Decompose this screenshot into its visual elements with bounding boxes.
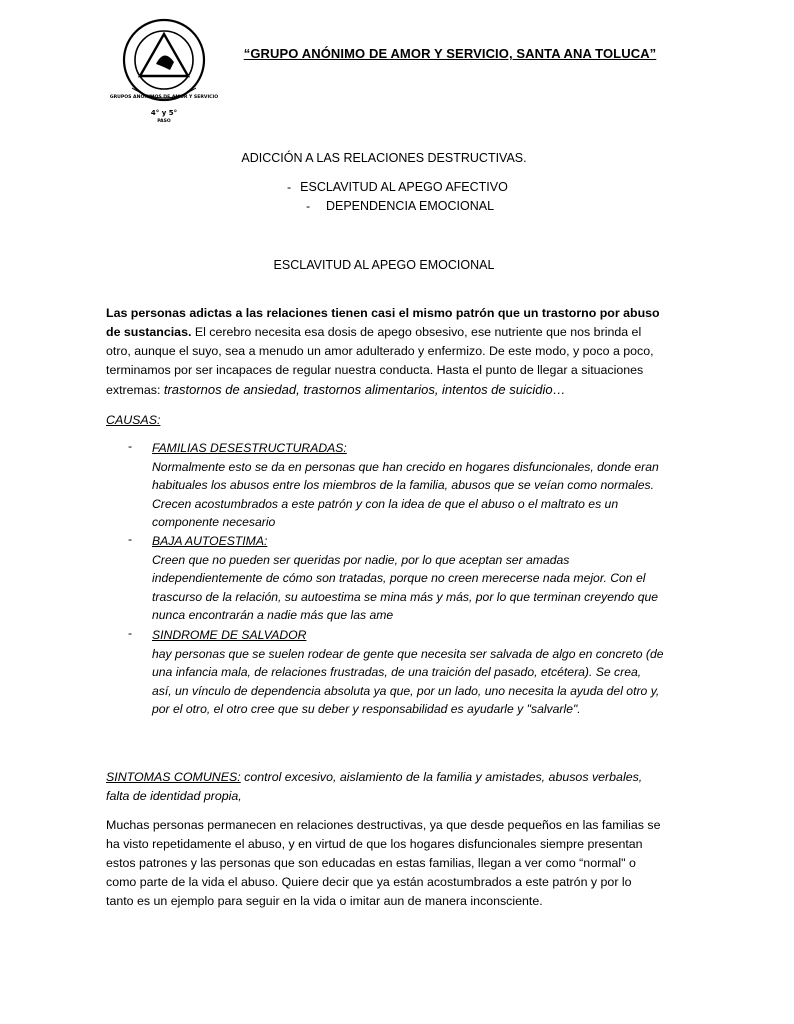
sub-heading-dash: - (287, 180, 292, 194)
main-heading: ADICCIÓN A LAS RELACIONES DESTRUCTIVAS. (241, 151, 527, 165)
sub-heading-2: DEPENDENCIA EMOCIONAL (325, 199, 495, 213)
logo-step-sub: PASO (157, 119, 171, 124)
section-heading: ESCLAVITUD AL APEGO EMOCIONAL (273, 258, 495, 272)
cause-title: FAMILIAS DESESTRUCTURADAS: (152, 441, 347, 455)
intro-bold: Las personas adictas a las relaciones tienen casi el mismo patrón que un trastorno por abuso de sustancias. (106, 306, 660, 339)
closing-paragraph: Muchas personas permanecen en relaciones destructivas, ya que desde pequeños en las familias se ha visto repetidamente el abuso, y en virtud de que los hogares disfuncionales siempre presentan estos patrones y las personas que son educadas en estas familias, llegan a ver como “normal" o como parte de la vida el abuso. Quiere decir que ya están acostumbrados a este patrón y por lo tanto es un ejemplo para seguir en la vida o imitar aun de manera inconsciente. (106, 818, 661, 908)
header-title: “GRUPO ANÓNIMO DE AMOR Y SERVICIO, SANTA ANA TOLUCA” (243, 46, 657, 61)
cause-title: SINDROME DE SALVADOR (152, 628, 307, 642)
intro-paragraph (106, 304, 662, 400)
sub-heading-dash: - (306, 199, 311, 213)
symptoms-label: SINTOMAS COMUNES: (106, 770, 241, 784)
cause-text: Normalmente esto se da en personas que han crecido en hogares disfuncionales, donde eran habituales los abusos entre los miembros de la familia, abusos que se veían como normales. Crecen acostumbrados a este patrón y con la idea de que el abuso o el maltrato es un componente necesario (152, 459, 659, 530)
cause-dash: - (128, 626, 133, 640)
symptoms-text: control excesivo, aislamiento de la familia y amistades, abusos verbales, falta de identidad propia, (106, 770, 643, 803)
cause-dash: - (128, 532, 133, 546)
causes-label: CAUSAS: (106, 413, 161, 427)
cause-item (152, 626, 664, 719)
cause-item (152, 532, 664, 625)
sub-heading-1: ESCLAVITUD AL APEGO AFECTIVO (300, 180, 508, 194)
cause-text: Creen que no pueden ser queridas por nadie, por lo que aceptan ser amadas independientemente de cómo son tratadas, porque no creen merecerse nada mejor. Con el trascurso de la relación, su autoestima se mina más y más, por lo que terminan creyendo que nunca encontrarán a nadie más que las ame (152, 552, 659, 623)
cause-text: hay personas que se suelen rodear de gente que necesita ser salvada de algo en concreto (de una infancia mala, de relaciones frustradas, de una traición del pasado, etcétera). Se crea, así, un vínculo de dependencia absoluta ya que, por un lado, uno necesita la ayuda del otro y, por el otro, el otro cree que su deber y responsabilidad es ayudarle y "salvarle". (152, 646, 664, 717)
cause-dash: - (128, 439, 133, 453)
intro-italic: trastornos de ansiedad, trastornos alimentarios, intentos de suicidio… (163, 382, 566, 397)
symptoms-paragraph (106, 768, 662, 806)
group-logo (109, 18, 219, 126)
cause-title: BAJA AUTOESTIMA: (152, 534, 268, 548)
logo-inner-text: GRUPOS ANÓNIMOS DE AMOR Y SERVICIO (109, 95, 219, 100)
intro-text: El cerebro necesita esa dosis de apego obsesivo, ese nutriente que nos brinda el otro, aunque el suyo, sea a menudo un amor adulterado y enfermizo. De este modo, y poco a poco, terminamos por ser incapaces de regular nuestra conducta. Hasta el punto de llegar a situaciones extremas: (106, 325, 654, 397)
cause-item (152, 439, 664, 532)
logo-step-text: 4° y 5° (150, 109, 178, 117)
